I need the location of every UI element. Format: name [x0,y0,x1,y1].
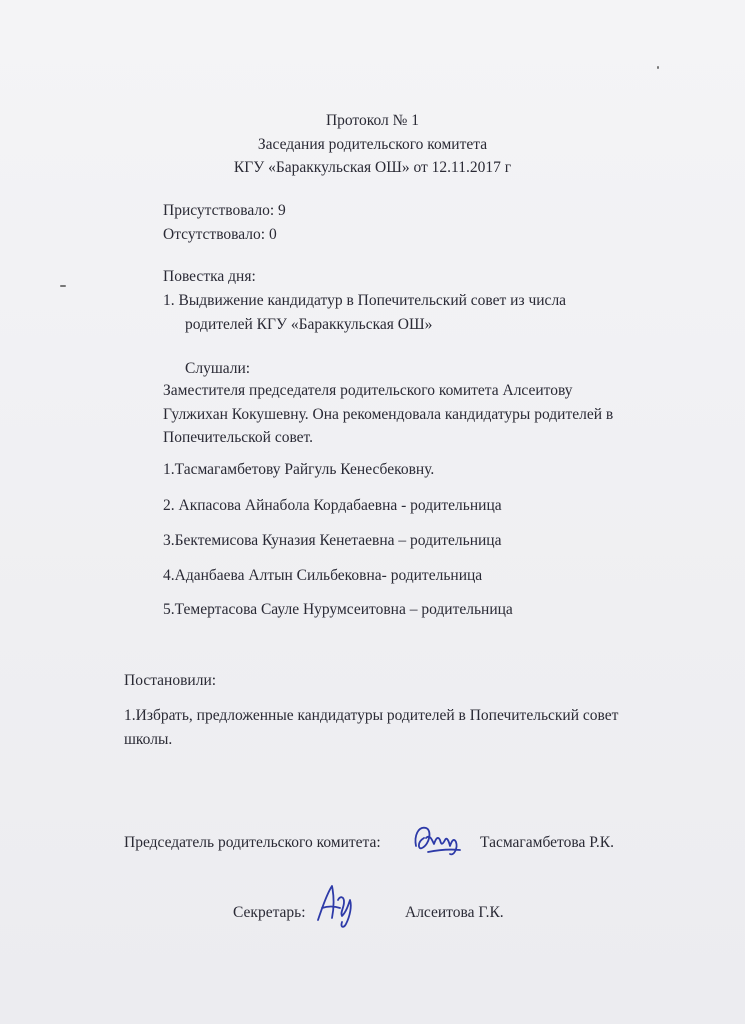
chair-name: Тасмагамбетова Р.К. [480,834,614,851]
agenda-title: Повестка дня: [163,268,256,285]
agenda-item-1-line-2: родителей КГУ «Бараккульская ОШ» [185,316,433,333]
scan-mark [657,66,659,69]
heard-line-3: Попечительской совет. [163,429,314,446]
candidate-item: 1.Тасмагамбетову Райгуль Кенесбековну. [163,461,435,478]
chair-signature [408,816,468,862]
resolved-title: Постановили: [124,672,217,689]
scan-mark [60,285,66,287]
heard-title: Слушали: [185,360,251,377]
agenda-item-1-line-1: 1. Выдвижение кандидатур в Попечительский совет из числа [163,292,567,309]
candidate-item: 3.Бектемисова Куназия Кенетаевна – родительница [163,532,502,549]
secretary-label: Секретарь: [233,904,306,921]
attendance-present: Присутствовало: 9 [163,202,286,219]
resolved-line-1: 1.Избрать, предложенные кандидатуры родителей в Попечительский совет [124,707,619,724]
secretary-name: Алсеитова Г.К. [405,904,504,921]
attendance-absent: Отсутствовало: 0 [163,226,277,243]
candidate-item: 2. Акпасова Айнабола Кордабаевна - родительница [163,497,502,514]
heard-line-1: Заместителя председателя родительского комитета Алсеитову [163,382,573,399]
organization-date: КГУ «Бараккульская ОШ» от 12.11.2017 г [233,159,512,176]
candidate-item: 4.Аданбаева Алтын Сильбековна- родительница [163,567,483,584]
candidate-item: 5.Темертасова Сауле Нурумсеитовна – родительница [163,601,513,618]
protocol-title: Протокол № 1 [325,112,420,129]
chair-label: Председатель родительского комитета: [124,834,381,851]
secretary-signature [312,878,360,934]
resolved-line-2: школы. [124,731,173,748]
meeting-title: Заседания родительского комитета [257,136,488,153]
heard-line-2: Гулжихан Кокушевну. Она рекомендовала кандидатуры родителей в [163,406,614,423]
